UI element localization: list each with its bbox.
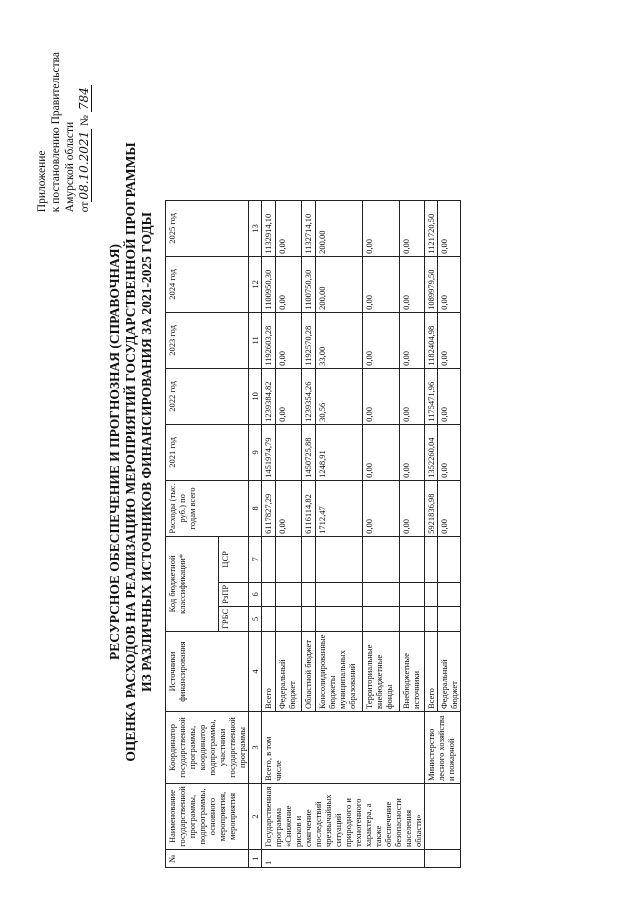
row-value-y2023: 0,00 — [276, 312, 301, 368]
row-num — [425, 850, 461, 868]
header-budget-code: Код бюджетной классификации* — [166, 536, 219, 631]
row-coordinator: Министерство лесного хозяйства и пожарной — [425, 712, 461, 784]
row-value-y2022: 0,00 — [438, 368, 461, 424]
row-source: Территориальные внебюджетные фонды — [363, 632, 399, 712]
row-value-y2021: 0,00 — [399, 424, 424, 480]
row-value-total: 0,00 — [363, 480, 399, 536]
row-source: Внебюджетные источники — [399, 632, 424, 712]
header-name: Наименование государственной программы, подпрограммы, основного мероприятия, мероприятия — [166, 784, 249, 850]
row-csr — [315, 536, 362, 582]
index-cell: 3 — [249, 712, 262, 784]
appendix-line-3: Амурской области — [64, 121, 76, 213]
row-value-y2023: 1192603,28 — [262, 312, 276, 368]
row-value-y2023: 0,00 — [363, 312, 399, 368]
row-value-total: 0,00 — [438, 480, 461, 536]
row-grbs — [438, 606, 461, 631]
row-value-y2022: 30,56 — [315, 368, 362, 424]
row-grbs — [363, 606, 399, 631]
row-csr — [363, 536, 399, 582]
index-cell: 12 — [249, 256, 262, 312]
header-2023: 2023 год — [166, 312, 249, 368]
row-value-y2025: 0,00 — [438, 200, 461, 256]
row-grbs — [425, 606, 438, 631]
row-value-y2025: 1121720,50 — [425, 200, 438, 256]
row-csr — [262, 536, 276, 582]
row-value-y2022: 0,00 — [363, 368, 399, 424]
row-csr — [399, 536, 424, 582]
row-name: Государственная программа «Снижение рисков и смягчение последствий чрезвычайных ситуаций природного и техногенного характера, а также обеспечение безопасности населения области» — [262, 784, 425, 850]
row-rzpr — [399, 582, 424, 606]
row-value-y2022: 1239384,82 — [262, 368, 276, 424]
header-2025: 2025 год — [166, 200, 249, 256]
row-value-y2022: 0,00 — [276, 368, 301, 424]
row-rzpr — [301, 582, 315, 606]
appendix-block — [35, 52, 92, 212]
index-cell: 7 — [249, 536, 262, 582]
table-row — [262, 200, 276, 867]
row-value-y2021: 1352260,04 — [425, 424, 438, 480]
row-source: Федеральный бюджет — [276, 632, 301, 712]
index-cell: 6 — [249, 582, 262, 606]
title-line-1: РЕСУРСНОЕ ОБЕСПЕЧЕНИЕ И ПРОГНОЗНАЯ (СПРАВОЧНАЯ) — [107, 244, 122, 660]
document-title — [107, 22, 155, 882]
row-rzpr — [315, 582, 362, 606]
row-grbs — [399, 606, 424, 631]
row-rzpr — [262, 582, 276, 606]
date-prefix: от — [79, 201, 91, 213]
row-value-total: 0,00 — [276, 480, 301, 536]
row-value-y2021: 0,00 — [438, 424, 461, 480]
row-value-y2025: 0,00 — [276, 200, 301, 256]
index-row — [249, 200, 262, 867]
row-coordinator: Всего, в том числе — [262, 712, 425, 784]
header-grbs: ГРБС — [219, 606, 249, 631]
row-value-y2021 — [276, 424, 301, 480]
row-csr — [276, 536, 301, 582]
index-cell: 5 — [249, 606, 262, 631]
appendix-date-line — [77, 52, 92, 212]
row-value-y2025: 1132914,10 — [262, 200, 276, 256]
header-csr: ЦСР — [219, 536, 249, 582]
appendix-line-1: Приложение — [36, 150, 48, 213]
index-cell: 13 — [249, 200, 262, 256]
row-source: Всего — [262, 632, 276, 712]
row-name — [425, 784, 461, 850]
row-csr — [438, 536, 461, 582]
row-value-y2022: 1239354,26 — [301, 368, 315, 424]
index-cell: 10 — [249, 368, 262, 424]
row-grbs — [315, 606, 362, 631]
header-num: № — [166, 850, 249, 868]
financing-table — [165, 200, 461, 868]
row-value-y2024: 1089979,50 — [425, 256, 438, 312]
row-value-y2022: 0,00 — [399, 368, 424, 424]
row-value-y2025: 0,00 — [363, 200, 399, 256]
row-value-y2024: 1100750,30 — [301, 256, 315, 312]
row-value-y2023: 0,00 — [438, 312, 461, 368]
row-rzpr — [438, 582, 461, 606]
number-value: 784 — [77, 87, 91, 111]
row-rzpr — [363, 582, 399, 606]
row-source: Федеральный бюджет — [438, 632, 461, 712]
row-value-y2023: 33,00 — [315, 312, 362, 368]
row-value-total: 6116114,82 — [301, 480, 315, 536]
index-cell: 8 — [249, 480, 262, 536]
row-value-total: 5921836,98 — [425, 480, 438, 536]
row-grbs — [301, 606, 315, 631]
header-2022: 2022 год — [166, 368, 249, 424]
appendix-line-2: к постановлению Правительства — [50, 52, 62, 213]
row-value-y2024: 0,00 — [276, 256, 301, 312]
row-grbs — [276, 606, 301, 631]
header-2024: 2024 год — [166, 256, 249, 312]
header-source: Источники финансирования — [166, 632, 249, 712]
row-value-y2022: 1175471,96 — [425, 368, 438, 424]
row-num: 1 — [262, 850, 425, 868]
row-rzpr — [425, 582, 438, 606]
row-source: Всего — [425, 632, 438, 712]
row-value-y2024: 0,00 — [399, 256, 424, 312]
row-value-y2021: 0,00 — [363, 424, 399, 480]
row-value-y2021: 1248,91 — [315, 424, 362, 480]
number-label: № — [79, 115, 91, 126]
row-source: Областной бюджет — [301, 632, 315, 712]
row-value-y2023: 0,00 — [399, 312, 424, 368]
row-value-y2025: 0,00 — [399, 200, 424, 256]
row-value-y2024: 1100950,30 — [262, 256, 276, 312]
row-value-y2023: 1192570,28 — [301, 312, 315, 368]
date-value: 08.10.2021 — [77, 130, 91, 200]
row-value-total: 1712,47 — [315, 480, 362, 536]
row-value-y2024: 0,00 — [438, 256, 461, 312]
row-value-y2021: 1451974,79 — [262, 424, 276, 480]
title-line-2: ОЦЕНКА РАСХОДОВ НА РЕАЛИЗАЦИЮ МЕРОПРИЯТИЙ ГОСУДАРСТВЕННОЙ ПРОГРАММЫ — [123, 142, 138, 762]
header-total: Расходы (тыс. руб.) по годам всего — [166, 480, 249, 536]
row-value-y2023: 1182404,98 — [425, 312, 438, 368]
row-csr — [301, 536, 315, 582]
row-value-y2021: 1450725,88 — [301, 424, 315, 480]
index-cell: 11 — [249, 312, 262, 368]
row-csr — [425, 536, 438, 582]
row-value-y2025: 1132714,10 — [301, 200, 315, 256]
row-value-total: 0,00 — [399, 480, 424, 536]
index-cell: 4 — [249, 632, 262, 712]
row-value-y2024: 0,00 — [363, 256, 399, 312]
header-rzpr: РзПР — [219, 582, 249, 606]
index-cell: 9 — [249, 424, 262, 480]
row-value-total: 6117827,29 — [262, 480, 276, 536]
header-2021: 2021 год — [166, 424, 249, 480]
table-row — [425, 200, 438, 867]
row-source: Консолидированные бюджеты муниципальных образований — [315, 632, 362, 712]
row-rzpr — [276, 582, 301, 606]
header-coordinator: Координатор государственной программы, координатор подпрограммы, участники государственной программы — [166, 712, 249, 784]
rotated-document — [25, 22, 615, 882]
row-value-y2025: 200,00 — [315, 200, 362, 256]
index-cell: 1 — [249, 850, 262, 868]
row-value-y2024: 200,00 — [315, 256, 362, 312]
index-cell: 2 — [249, 784, 262, 850]
title-line-3: ИЗ РАЗЛИЧНЫХ ИСТОЧНИКОВ ФИНАНСИРОВАНИЯ ЗА 2021-2025 ГОДЫ — [139, 212, 154, 692]
row-grbs — [262, 606, 276, 631]
